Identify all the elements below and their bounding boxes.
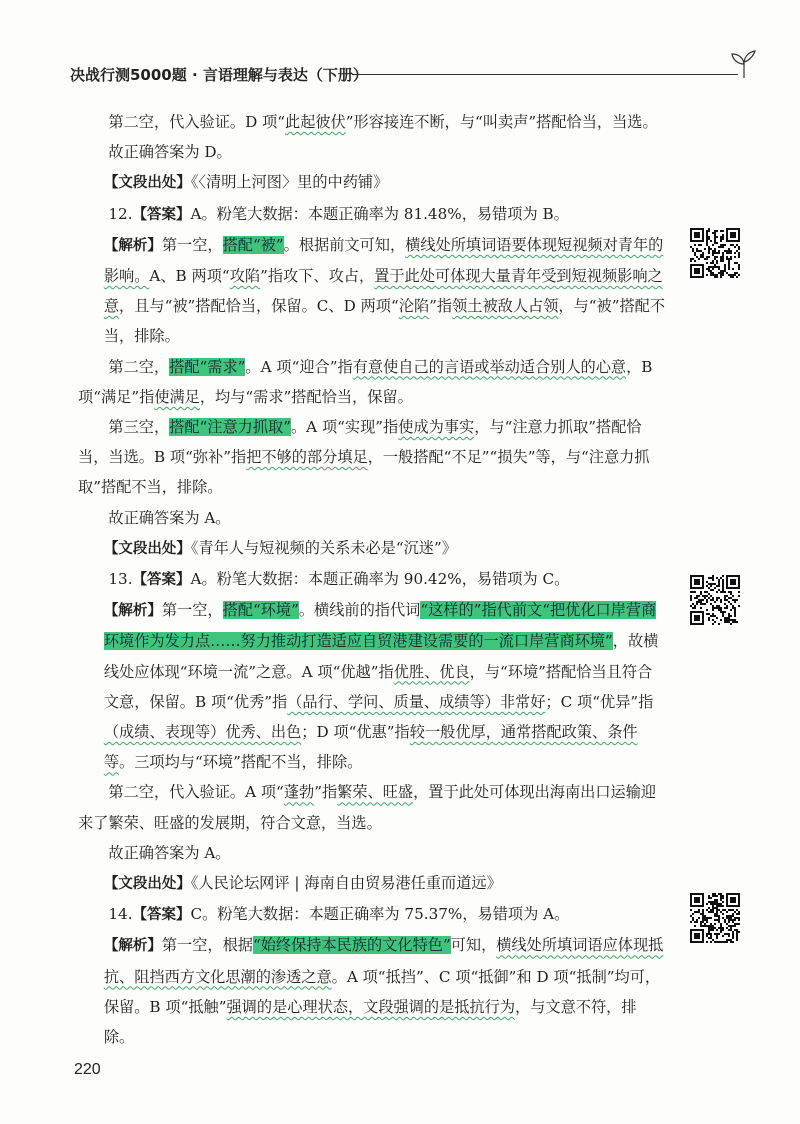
text: 。根据前文可知， <box>283 235 406 254</box>
highlight-phrase: “始终保持本民族的文化特色” <box>252 936 451 955</box>
key-phrase: 使成为事实 <box>398 418 475 437</box>
text: ”指 <box>314 783 338 802</box>
answer-text: C。粉笔大数据：本题正确率为 75.37%，易错项为 A。 <box>190 905 570 924</box>
key-phrase: 有意使自己的言语或举动适合别人的心意 <box>352 357 627 376</box>
text: 第二空，代入验证。A 项“ <box>108 783 284 802</box>
para-q14-blank1 <box>78 930 666 1052</box>
answer-label: 【答案】 <box>132 572 191 589</box>
header-rule <box>352 74 738 75</box>
text: ，且与“被”搭配恰当，保留。C、D 两项“ <box>119 297 399 316</box>
para-q12-blank2 <box>78 352 666 412</box>
key-phrase: 较一般优厚，通常搭配政策、条件等 <box>103 723 638 772</box>
qr-code-icon[interactable] <box>690 575 740 625</box>
key-phrase: （品行、学问、质量、成绩等）非常好 <box>287 692 546 711</box>
analysis-label: 【解析】 <box>103 938 162 955</box>
text: 第一空，根据 <box>161 936 253 955</box>
para-q13-source <box>78 868 666 899</box>
key-phrase: 攻陷 <box>229 267 261 286</box>
text: ，与“环境”搭配恰当且符合文意，保留。B 项“优秀”指 <box>103 662 653 711</box>
key-phrase: 沦陷 <box>398 297 430 316</box>
text: ，置于此处可体现出海南出口运输迎来了繁荣、旺盛的发展期，符合文意，当选。 <box>78 783 657 832</box>
para-q11-source <box>78 167 666 198</box>
para-q13-answer: 故正确答案为 A。 <box>108 843 231 862</box>
analysis-label: 【解析】 <box>103 237 162 254</box>
para-q14-answer-head <box>78 899 666 930</box>
qr-code-icon[interactable] <box>690 893 740 943</box>
text: 第二空，代入验证。D 项“ <box>108 113 286 131</box>
answer-text: A。粉笔大数据：本题正确率为 90.42%，易错项为 C。 <box>190 570 570 589</box>
analysis-label: 【解析】 <box>103 603 162 620</box>
page-number: 220 <box>74 1061 101 1078</box>
answer-label: 【答案】 <box>132 206 191 223</box>
text: ；D 项“优惠”指 <box>301 723 410 742</box>
highlight-phrase: 搭配“需求” <box>169 357 246 376</box>
text: ，故横线处应体现“环境一流”之意。A 项“优越”指 <box>103 632 659 681</box>
key-phrase: 使满足 <box>154 387 200 406</box>
key-phrase: 蓬勃 <box>283 783 315 802</box>
text: 。A 项“抵挡”、C 项“抵御”和 D 项“抵制”均可，保留。B 项“抵触” <box>103 967 661 1016</box>
question-number: 14. <box>108 905 133 924</box>
text: ”指攻下、攻占， <box>260 267 375 286</box>
key-phrase: 强调的是心理状态，文段强调的是抵抗行为 <box>226 997 516 1016</box>
answer-text: A。粉笔大数据：本题正确率为 81.48%，易错项为 B。 <box>190 204 569 223</box>
key-phrase: 领土被敌人占领 <box>452 297 559 316</box>
para-q11-answer: 故正确答案为 D。 <box>108 143 232 162</box>
text: ，与“被”搭配不当，排除。 <box>103 297 666 346</box>
para-q12-source <box>78 533 666 564</box>
text: ，B 项“满足”指 <box>78 357 653 406</box>
highlight-phrase: 搭配“环境” <box>222 601 299 620</box>
answer-explanations <box>78 107 666 1052</box>
para-q13-blank2 <box>78 777 666 837</box>
text: 第一空， <box>161 601 223 620</box>
text: 可知， <box>450 936 497 955</box>
source-title: 《青年人与短视频的关系未必是“沉迷”》 <box>190 538 457 557</box>
answer-label: 【答案】 <box>132 907 191 924</box>
book-title: 决战行测5000题 · 言语理解与表达（下册） <box>70 66 368 84</box>
text: 。三项均与“环境”搭配不当，排除。 <box>119 753 363 772</box>
text: 。横线前的指代词 <box>298 601 421 620</box>
source-label: 【文段出处】 <box>103 876 191 893</box>
para-q13-blank1 <box>78 595 666 777</box>
para-q13-answer-head <box>78 564 666 595</box>
key-phrase: 此起彼伏 <box>285 113 346 131</box>
text: ，与文意不符，排除。 <box>103 997 637 1047</box>
text: A、B 两项“ <box>149 267 230 286</box>
para-q12-answer: 故正确答案为 A。 <box>108 508 231 527</box>
question-number: 13. <box>108 570 133 589</box>
text: 第二空， <box>108 357 170 376</box>
para-q12-blank1 <box>78 230 666 352</box>
text: ，一般搭配“不足”“损失”等，与“注意力抓取”搭配不当，排除。 <box>78 448 650 497</box>
key-phrase: 横线处所填词语应体现抵抗、阻挡西方文化思潮的渗透之意 <box>103 936 664 986</box>
highlight-phrase: “这样的”指代前文“把优化口岸营商环境作为发力点……努力推动打造适应自贸港建设需要的一流口岸营商环境” <box>103 601 657 651</box>
key-phrase: 繁荣、旺盛 <box>337 783 414 802</box>
key-phrase: 横线处所填词语要体现短视频对青年的影响。 <box>103 235 664 286</box>
text: ”形容接连不断，与“叫卖声”搭配恰当，当选。 <box>345 113 658 131</box>
page-header <box>70 62 760 88</box>
sprout-leaf-icon <box>728 48 760 80</box>
text: 第三空， <box>108 418 170 437</box>
text: ；C 项“优异”指 <box>545 692 654 711</box>
source-title: 《人民论坛网评 | 海南自由贸易港任重而道远》 <box>190 874 502 893</box>
key-phrase: 优胜、优良 <box>393 662 470 681</box>
key-phrase: 置于此处可体现大量青年受到短视频影响之意 <box>103 267 663 316</box>
text: 第一空， <box>161 235 223 254</box>
para-q12-blank3 <box>78 412 666 503</box>
key-phrase: （成绩、表现等）优秀、出色 <box>103 723 302 742</box>
highlight-phrase: 搭配“注意力抓取” <box>169 418 291 437</box>
text: 。A 项“实现”指 <box>290 418 399 437</box>
source-label: 【文段出处】 <box>103 175 191 192</box>
key-phrase: 把不够的部分填足 <box>246 448 368 467</box>
text: ”指 <box>429 297 453 316</box>
source-label: 【文段出处】 <box>103 540 191 557</box>
para-q12-answer-head <box>78 199 666 230</box>
source-title: 《〈清明上河图〉里的中药铺》 <box>190 173 389 192</box>
text: ，均与“需求”搭配恰当，保留。 <box>199 387 413 406</box>
text: 。A 项“迎合”指 <box>245 357 353 376</box>
para-q11-blank2 <box>78 107 666 137</box>
text: ，与“注意力抓取”搭配恰当，当选。B 项“弥补”指 <box>78 418 642 467</box>
question-number: 12. <box>108 204 133 223</box>
qr-code-icon[interactable] <box>690 228 740 278</box>
highlight-phrase: 搭配“被” <box>222 235 284 254</box>
